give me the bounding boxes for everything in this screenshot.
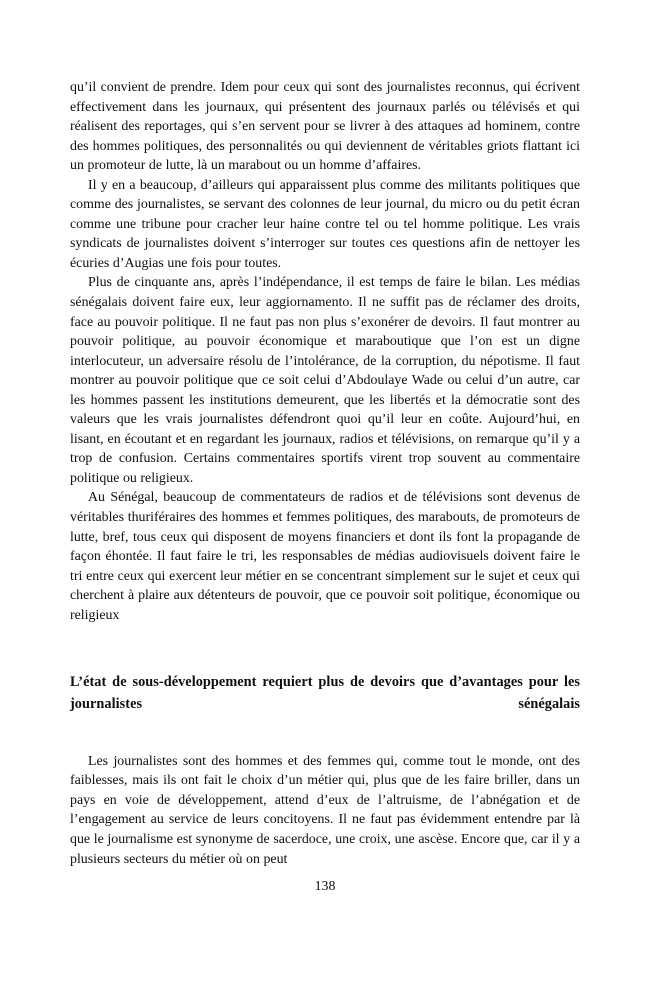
section-heading: L’état de sous-développement requiert plus de devoirs que d’avantages pour les journalistes sénégalais: [70, 674, 580, 712]
body-paragraph: qu’il convient de prendre. Idem pour ceux qui sont des journalistes reconnus, qui écrivent effectivement dans les journaux, qui présentent des journaux parlés ou télévisés et qui réalisent des reportages, qui s’en servent pour se livrer à des attaques ad hominem, contre des hommes politiques, des personnalités ou qui deviennent de véritables griots flattant ici un promoteur de lutte, là un marabout ou un homme d’affaires.: [70, 80, 580, 174]
page-number: 138: [314, 879, 336, 894]
body-paragraph: Les journalistes sont des hommes et des femmes qui, comme tout le monde, ont des faiblesses, mais ils ont fait le choix d’un métier qui, plus que de les faire briller, dans un pays en voie de développement, attend d’eux de l’altruisme, de l’abnégation et de l’engagement au service de leurs concitoyens. Il ne faut pas évidemment entendre par là que le journalisme est synonyme de sacerdoce, une croix, une ascèse. Encore que, car il y a plusieurs secteurs du métier où on peut: [70, 753, 580, 867]
body-paragraph: Plus de cinquante ans, après l’indépendance, il est temps de faire le bilan. Les médias sénégalais doivent faire eux, leur aggiornamento. Il ne suffit pas de réclamer des droits, face au pouvoir politique. Il ne faut pas non plus s’exonérer de devoirs. Il faut montrer au pouvoir politique, au pouvoir économique et maraboutique que l’on est un digne interlocuteur, un adversaire résolu de l’intolérance, de la corruption, du népotisme. Il faut montrer au pouvoir politique que ce soit celui d’Abdoulaye Wade ou celui d’un autre, car les hommes passent les institutions demeurent, que les libertés et la démocratie sont des valeurs que les vrais journalistes défendront quoi qu’il leur en coûte. Aujourd’hui, en lisant, en écoutant et en regardant les journaux, radios et télévisions, on remarque qu’il y a trop de confusion. Certains commentaires sportifs virent trop souvent au commentaire politique ou religieux.: [70, 275, 580, 486]
body-paragraph: Il y en a beaucoup, d’ailleurs qui apparaissent plus comme des militants politiques que comme des journalistes, se servant des colonnes de leur journal, du micro ou du petit écran comme une tribune pour cracher leur haine contre tel ou tel homme politique. Les vrais syndicats de journalistes doivent s’interroger sur toutes ces questions afin de nettoyer les écuries d’Augias une fois pour toutes.: [70, 177, 580, 271]
body-paragraph: Au Sénégal, beaucoup de commentateurs de radios et de télévisions sont devenus de véritables thuriféraires des hommes et femmes politiques, des marabouts, de promoteurs de lutte, bref, tous ceux qui disposent de moyens financiers et dont ils font la propagande de façon éhontée. Il faut faire le tri, les responsables de médias audiovisuels doivent faire le tri entre ceux qui exercent leur métier en se concentrant simplement sur le sujet et ceux qui cherchent à plaire aux détenteurs de pouvoir, que ce pouvoir soit politique, économique ou religieux: [70, 490, 580, 623]
page-text-column: [70, 78, 580, 869]
